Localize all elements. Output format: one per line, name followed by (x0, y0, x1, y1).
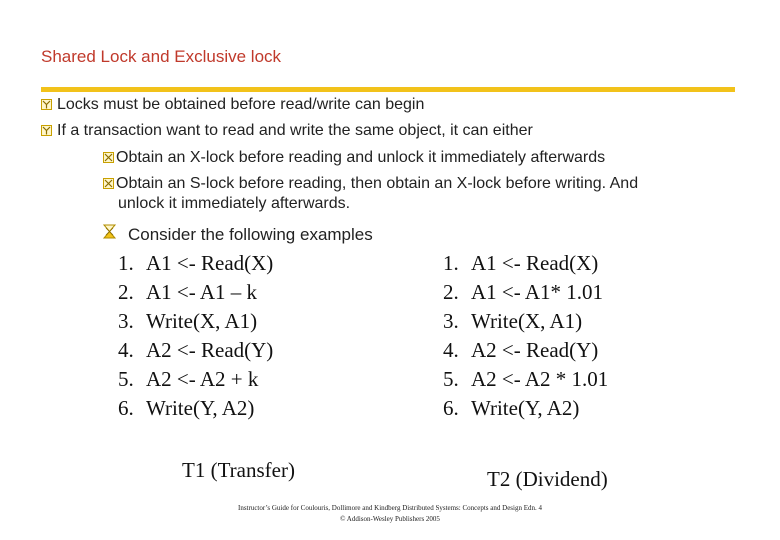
t2-caption: T2 (Dividend) (487, 467, 608, 491)
sub-bullet-text-line2: unlock it immediately afterwards. (118, 195, 351, 212)
title-divider (41, 87, 735, 92)
list-item: 3. Write(X, A1) (118, 309, 258, 333)
t2-steps-list (443, 249, 608, 423)
footer-credit: Instructor’s Guide for Coulouris, Dollimore and Kindberg Distributed Systems: Concepts and Design Edn. 4 (237, 504, 542, 512)
list-item: 1. A1 <- Read(X) (118, 251, 274, 275)
hourglass-bullet-icon (103, 224, 116, 239)
checkbox-x-icon (103, 152, 114, 163)
t1-caption: T1 (Transfer) (182, 458, 295, 482)
sub-bullet-s-lock (103, 174, 638, 194)
sub-bullet-text-line1: Obtain an S-lock before reading, then obtain an X-lock before writing. And (116, 175, 639, 192)
list-item: 6. Write(Y, A2) (118, 396, 255, 420)
checkbox-y-icon (41, 99, 52, 110)
slide-title: Shared Lock and Exclusive lock (41, 47, 282, 66)
list-item: 2. A1 <- A1* 1.01 (443, 280, 604, 304)
bullet-read-write-same-object (41, 121, 533, 141)
list-item: 1. A1 <- Read(X) (443, 251, 599, 275)
bullet-locks-before-readwrite (41, 95, 424, 115)
list-item: 5. A2 <- A2 + k (118, 367, 259, 391)
footer-copyright: © Addison-Wesley Publishers 2005 (340, 515, 440, 523)
checkbox-y-icon (41, 125, 52, 136)
sub-bullet-text: Obtain an X-lock before reading and unlock it immediately afterwards (116, 149, 606, 166)
list-item: 4. A2 <- Read(Y) (443, 338, 599, 362)
list-item: 4. A2 <- Read(Y) (118, 338, 274, 362)
list-item: 5. A2 <- A2 * 1.01 (443, 367, 609, 391)
bullet-text: Locks must be obtained before read/write can begin (57, 96, 425, 113)
t1-steps-list (118, 249, 273, 423)
list-item: 6. Write(Y, A2) (443, 396, 580, 420)
bullet-text: If a transaction want to read and write the same object, it can either (57, 122, 533, 139)
list-item: 3. Write(X, A1) (443, 309, 583, 333)
examples-heading: Consider the following examples (128, 225, 373, 244)
list-item: 2. A1 <- A1 – k (118, 280, 258, 304)
checkbox-x-icon (103, 178, 114, 189)
sub-bullet-x-lock (103, 148, 605, 168)
